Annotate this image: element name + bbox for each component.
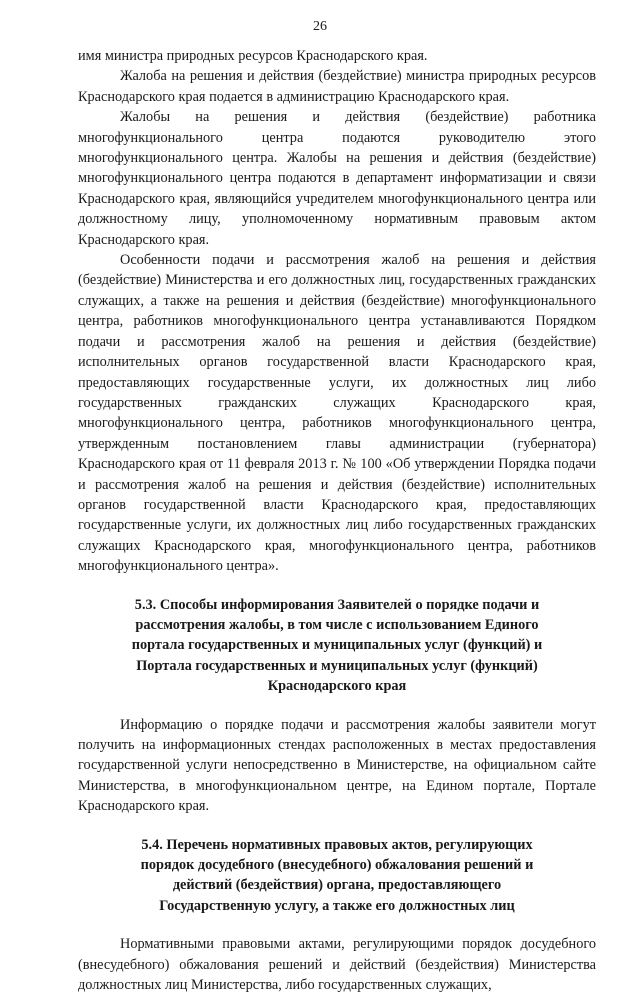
- paragraph-complaint-minister: Жалоба на решения и действия (бездействие) министра природных ресурсов Краснодарского края подается в администрацию Краснодарского края.: [78, 68, 596, 105]
- section-heading-5-4: 5.4. Перечень нормативных правовых актов, регулирующих порядок досудебного (внесудебного) обжалования решений и действий (бездействия) органа, предоставляющего Государственную услугу, а также его должностных лиц: [140, 836, 534, 914]
- page-number: 26: [313, 19, 327, 34]
- paragraph-complaint-mfc: Жалобы на решения и действия (бездействие) работника многофункционального центра подаются руководителю этого многофункционального центра. Жалобы на решения и действия (бездействие) многофункционального центра подаются в департамент информатизации и связи Краснодарского края, являющийся учредителем многофункционального центра или должностному лицу, уполномоченному нормативным правовым актом Краснодарского края.: [78, 109, 596, 248]
- paragraph-continuation: имя министра природных ресурсов Краснодарского края.: [78, 48, 428, 64]
- paragraph-complaint-procedure: Особенности подачи и рассмотрения жалоб на решения и действия (бездействие) Министерства и его должностных лиц, государственных гражданских служащих, а также на решения и действия (бездействие) многофункционального центра, работников многофункционального центра устанавливаются Порядком подачи и рассмотрения жалоб на решения и действия (бездействие) исполнительных органов государственной власти Краснодарского края, предоставляющих государственные услуги, их должностных лиц либо государственных гражданских служащих Краснодарского края, многофункционального центра, работников многофункционального центра, утвержденным постановлением главы администрации (губернатора) Краснодарского края от 11 февраля 2013 г. № 100 «Об утверждении Порядка подачи и рассмотрения жалоб на решения и действия (бездействие) исполнительных органов государственной власти Краснодарского края, предоставляющих государственные услуги, их должностных лиц либо государственных гражданских служащих Краснодарского края, многофункционального центра, работников многофункционального центра».: [78, 252, 596, 575]
- paragraph-5-4: Нормативными правовыми актами, регулирующими порядок досудебного (внесудебного) обжалования решений и действий (бездействия) Министерства должностных лиц Министерства, либо государственных служащих,: [78, 936, 596, 994]
- paragraph-5-3: Информацию о порядке подачи и рассмотрения жалобы заявители могут получить на информационных стендах расположенных в местах предоставления государственной услуги непосредственно в Министерстве, на официальном сайте Министерства, в многофункциональном центре, на Едином портале, Портале Краснодарского края.: [78, 716, 596, 815]
- document-body: [78, 46, 596, 995]
- section-heading-5-3: 5.3. Способы информирования Заявителей о порядке подачи и рассмотрения жалобы, в том числе с использованием Единого портала государственных и муниципальных услуг (функций) и Портала государственных и муниципальных услуг (функций) Краснодарского края: [131, 596, 543, 695]
